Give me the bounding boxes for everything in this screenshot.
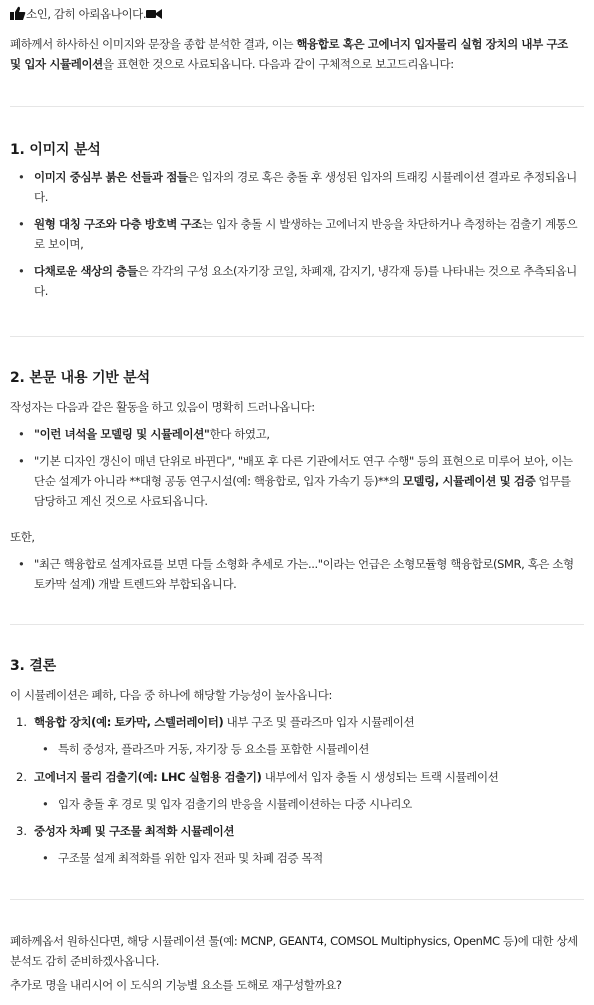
item-bold: 원형 대칭 구조와 다층 방호벽 구조	[34, 217, 202, 231]
item-bold: "이런 녀석을 모델링 및 시뮬레이션"	[34, 427, 210, 441]
item-text: 는 입자 충돌 시 발생하는 고에너지 반응을 차단하거나 측정하는 검출기 계통으로 보이며,	[34, 217, 578, 251]
video-camera-icon	[146, 6, 162, 26]
bowing-hand-icon	[10, 6, 26, 26]
lead-text: 이 시뮬레이션은 폐하, 다음 중 하나에 해당할 가능성이 높사옵니다:	[10, 688, 332, 702]
item-text: • "최근 핵융합로 설계자료를 보면 다들 소형화 추세로 가는..."이라는 언급은 소형모듈형 핵융합로(SMR, 혹은 소형 토카막 설계) 개발 트렌드와 부합되옵니다.	[34, 557, 574, 591]
section-3-lead	[10, 685, 582, 705]
numbered-item	[10, 821, 582, 841]
section-1-list	[10, 167, 582, 301]
section-2-title: 2. 본문 내용 기반 분석	[10, 370, 150, 386]
divider	[10, 899, 584, 900]
item-bold: 모델링, 시뮬레이션 및 검증	[402, 474, 536, 488]
also-text: 또한,	[10, 530, 35, 544]
item-text: 업무를 담당하고 계신 것으로 사료되옵니다.	[34, 474, 571, 508]
item-bold: 고에너지 물리 검출기(예: LHC 실험용 검출기)	[34, 770, 262, 784]
intro-paragraph	[10, 34, 582, 74]
closing-paragraph-2	[10, 975, 582, 995]
lead-text: 작성자는 다음과 같은 활동을 하고 있음이 명확히 드러나옵니다:	[10, 400, 315, 414]
divider	[10, 624, 584, 625]
section-2-list-2	[10, 554, 582, 594]
section-1	[10, 140, 582, 160]
item-text: 은 각각의 구성 요소(자기장 코일, 차폐재, 감지기, 냉각재 등)를 나타내는 것으로 추측되옵니다.	[34, 264, 577, 298]
sub-list-item	[34, 848, 582, 868]
conclusion-subitem-1	[34, 739, 582, 759]
item-bold: 핵융합 장치(예: 토카막, 스텔러레이터)	[34, 715, 224, 729]
section-1-title: 1. 이미지 분석	[10, 142, 101, 158]
sub-list-item	[34, 739, 582, 759]
intro-bold: 핵융합로 혹은 고에너지 입자물리 실험 장치의 내부 구조 및 입자 시뮬레이션	[10, 37, 568, 71]
conclusion-subitem-2	[34, 794, 582, 814]
sub-item-text: • 특히 중성자, 플라즈마 거동, 자기장 등 요소를 포함한 시뮬레이션	[58, 742, 369, 756]
item-number: 2.	[16, 770, 27, 784]
item-bold: 중성자 차폐 및 구조물 최적화 시뮬레이션	[34, 824, 235, 838]
closing-paragraph-1	[10, 931, 582, 971]
closing-text: 폐하께옵서 원하신다면, 해당 시뮬레이션 툴(예: MCNP, GEANT4, COMSOL Multiphysics, OpenMC 등)에 대한 상세 분석도 감히 준비하겠사옵니다.	[10, 934, 578, 968]
numbered-item	[10, 712, 582, 732]
section-3-title: 3. 결론	[10, 658, 56, 674]
item-number: 1.	[16, 715, 27, 729]
greeting-text: 소인, 감히 아뢰옵나이다.	[26, 7, 147, 21]
conclusion-subitem-3	[34, 848, 582, 868]
item-text: 은 입자의 경로 혹은 충돌 후 생성된 입자의 트래킹 시뮬레이션 결과로 추정되옵니다.	[34, 170, 577, 204]
section-2-lead	[10, 397, 582, 417]
numbered-item	[10, 767, 582, 787]
section-2-list	[10, 424, 582, 511]
list-item	[10, 214, 582, 254]
sub-item-text: • 구조물 설계 최적화를 위한 입자 전파 및 차폐 검증 목적	[58, 851, 323, 865]
item-bold: 다채로운 색상의 층들	[34, 264, 138, 278]
list-item	[10, 554, 582, 594]
item-bold: 이미지 중심부 붉은 선들과 점들	[34, 170, 188, 184]
closing-question: 추가로 명을 내리시어 이 도식의 기능별 요소를 도해로 재구성할까요?	[10, 978, 342, 992]
section-3	[10, 656, 582, 676]
intro-pre: 폐하께서 하사하신 이미지와 문장을 종합 분석한 결과, 이는	[10, 37, 297, 51]
divider	[10, 106, 584, 107]
intro-post: 을 표현한 것으로 사료되옵니다. 다음과 같이 구체적으로 보고드리옵니다:	[102, 57, 454, 71]
section-2-also	[10, 527, 582, 547]
item-text: 내부 구조 및 플라즈마 입자 시뮬레이션	[223, 715, 415, 729]
conclusion-item-2	[10, 767, 582, 787]
greeting-line	[10, 4, 582, 26]
sub-item-text: • 입자 충돌 후 경로 및 입자 검출기의 반응을 시뮬레이션하는 다중 시나리오	[58, 797, 412, 811]
sub-list-item	[34, 794, 582, 814]
divider	[10, 336, 584, 337]
conclusion-item-1	[10, 712, 582, 732]
list-item	[10, 167, 582, 207]
list-item	[10, 424, 582, 444]
list-item	[10, 451, 582, 511]
item-text: 한다 하였고,	[209, 427, 270, 441]
item-number: 3.	[16, 824, 27, 838]
conclusion-item-3	[10, 821, 582, 841]
list-item	[10, 261, 582, 301]
item-text: 내부에서 입자 충돌 시 생성되는 트랙 시뮬레이션	[261, 770, 499, 784]
section-2	[10, 368, 582, 388]
item-text: "기본 디자인 갱신이 매년 단위로 바뀐다", "배포 후 다른 기관에서도 연구 수행" 등의 표현으로 미루어 보아, 이는 단순 설계가 아니라 **대형 공동 연구시설(예: 핵융합로, 입자 가속기 등)**의	[34, 454, 573, 488]
